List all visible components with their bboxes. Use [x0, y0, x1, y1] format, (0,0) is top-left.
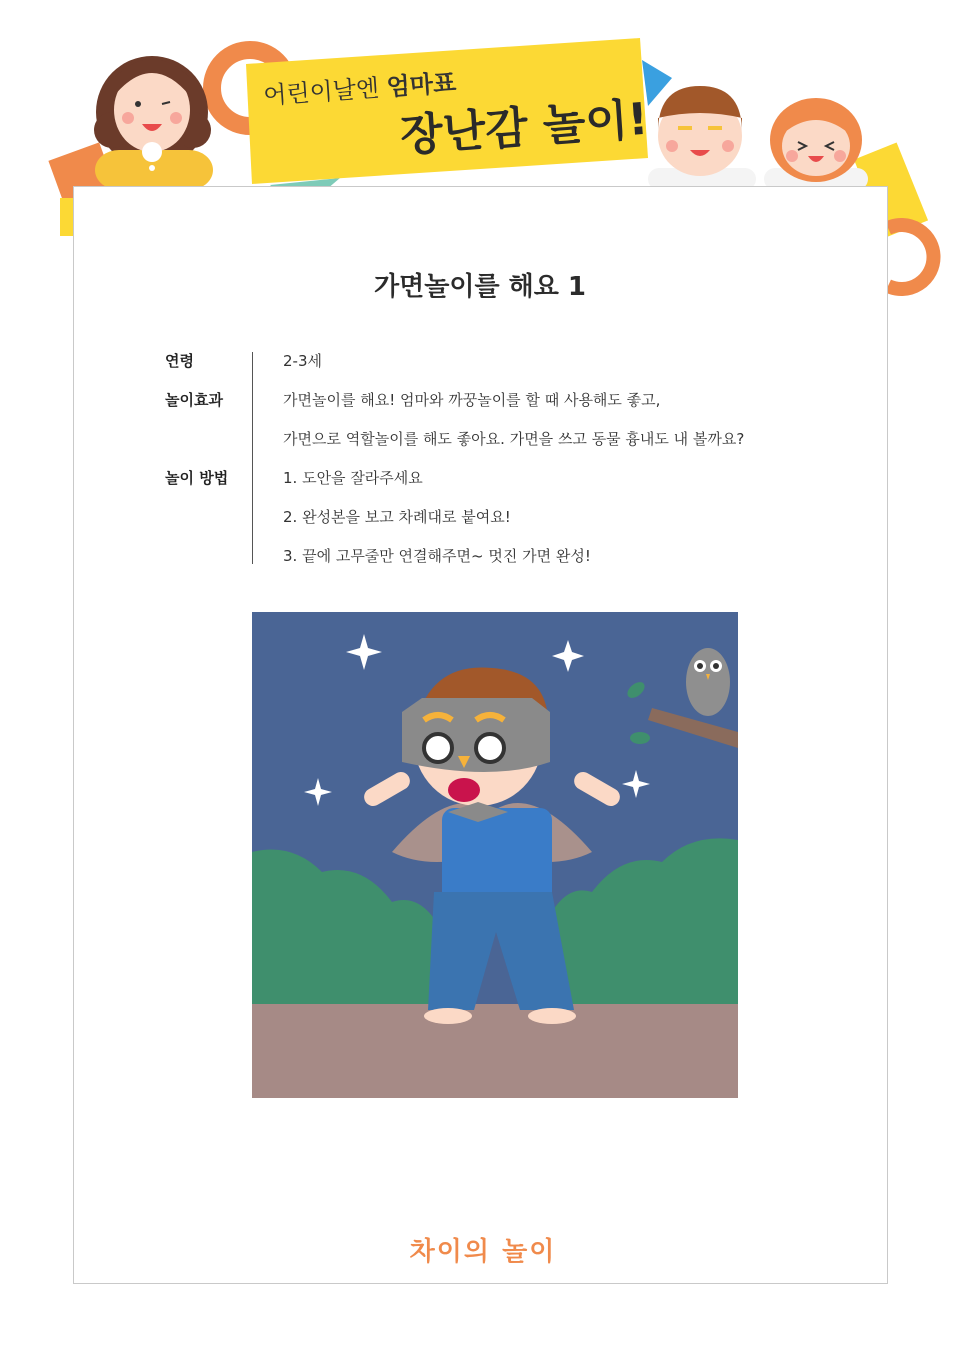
banner-subtitle-prefix: 어린이날엔 — [262, 73, 388, 110]
owl-mask-illustration — [252, 612, 738, 1098]
banner-title: 장난감 놀이! — [398, 93, 650, 162]
girl-character — [764, 98, 868, 190]
method-step-3: 3. 끝에 고무줄만 연결해주면~ 멋진 가면 완성! — [283, 547, 591, 565]
boy-character — [648, 86, 756, 190]
method-step-2: 2. 완성본을 보고 차례대로 붙여요! — [283, 508, 511, 526]
footer-logo-text: 차이의 놀이 — [409, 1237, 557, 1267]
effect-line-1: 가면놀이를 해요! 엄마와 까꿍놀이를 할 때 사용해도 좋고, — [283, 391, 661, 409]
mother-character — [94, 56, 213, 190]
effect-line-2: 가면으로 역할놀이를 해도 좋아요. 가면을 쓰고 동물 흉내도 내 볼까요? — [283, 430, 745, 448]
banner-subtitle-bold: 엄마표 — [385, 68, 458, 102]
page-title: 가면놀이를 해요 1 — [373, 272, 586, 302]
info-divider — [252, 352, 253, 564]
method-step-1: 1. 도안을 잘라주세요 — [283, 469, 423, 487]
effect-label: 놀이효과 — [165, 391, 223, 409]
age-value: 2-3세 — [283, 352, 322, 370]
footer-logo — [408, 1232, 558, 1272]
method-label: 놀이 방법 — [165, 469, 229, 487]
ground — [252, 1004, 738, 1098]
age-label: 연령 — [165, 352, 194, 370]
